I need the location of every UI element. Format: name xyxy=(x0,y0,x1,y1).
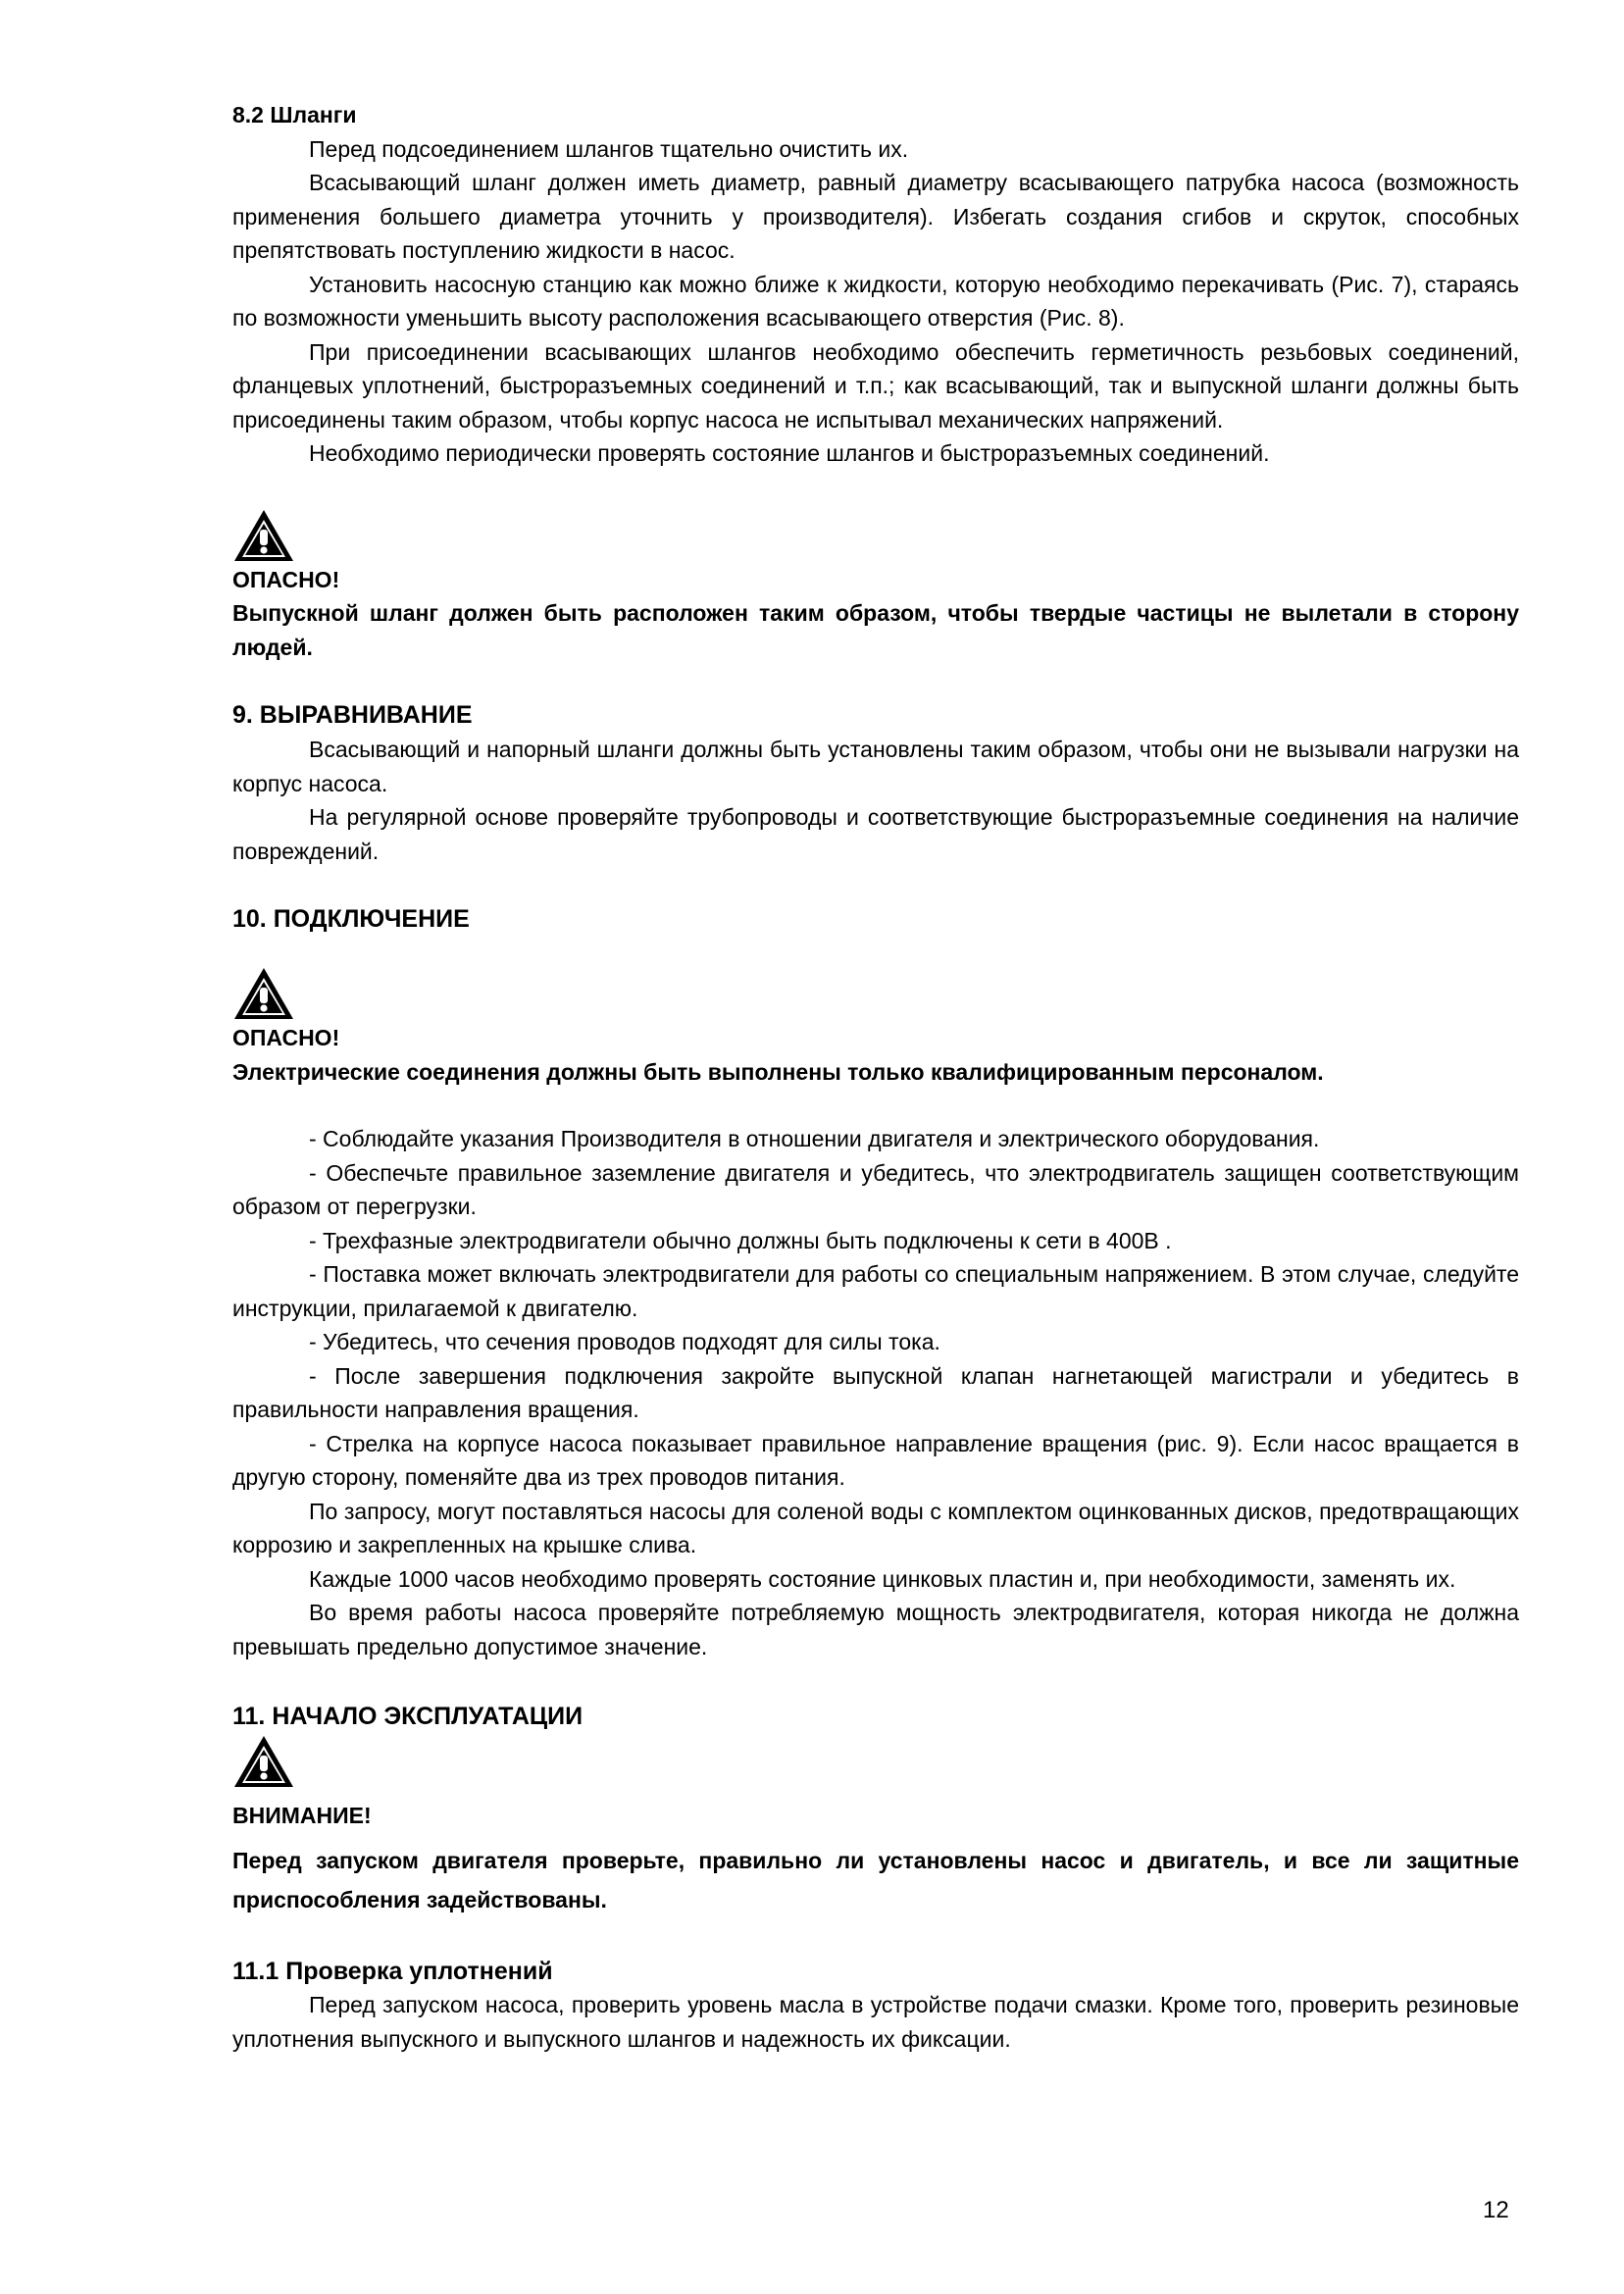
paragraph: Каждые 1000 часов необходимо проверять состояние цинковых пластин и, при необходимости, заменять их. xyxy=(309,1565,1456,1592)
paragraph: При присоединении всасывающих шлангов необходимо обеспечить герметичность резьбовых соединений, фланцевых уплотнений, быстроразъемных соединений и т.п.; как всасывающий, так и выпускной шланги должны быть присоединены таким образом, чтобы корпус насоса не испытывал механических напряжений. xyxy=(232,338,1519,433)
page-number: 12 xyxy=(1483,2197,1509,2223)
paragraph: По запросу, могут поставляться насосы для соленой воды с комплектом оцинкованных дисков, предотвращающих коррозию и закрепленных на крышке слива. xyxy=(232,1498,1519,1557)
warning-text: Выпускной шланг должен быть расположен таким образом, чтобы твердые частицы не вылетали в сторону людей. xyxy=(232,600,1519,660)
paragraph: Во время работы насоса проверяйте потребляемую мощность электродвигателя, которая никогда не должна превышать предельно допустимое значение. xyxy=(232,1600,1519,1659)
warning-label: ВНИМАНИЕ! xyxy=(232,1803,372,1828)
section-8-2-title: 8.2 Шланги xyxy=(232,102,357,127)
warning-triangle-icon xyxy=(232,1734,295,1789)
paragraph: На регулярной основе проверяйте трубопроводы и соответствующие быстроразъемные соединения на наличие повреждений. xyxy=(232,804,1519,864)
section-11-title: 11. НАЧАЛО ЭКСПЛУАТАЦИИ xyxy=(232,1703,584,1730)
paragraph: Всасывающий шланг должен иметь диаметр, равный диаметру всасывающего патрубка насоса (возможность применения большего диаметра уточнить у производителя). Избегать создания сгибов и скруток, способных препятствовать поступлению жидкости в насос. xyxy=(232,170,1519,263)
list-item: - После завершения подключения закройте выпускной клапан нагнетающей магистрали и убедитесь в правильности направления вращения. xyxy=(232,1362,1519,1422)
warning-label: ОПАСНО! xyxy=(232,566,340,592)
section-11-1-title: 11.1 Проверка уплотнений xyxy=(232,1957,553,1985)
section-10-title: 10. ПОДКЛЮЧЕНИЕ xyxy=(232,905,470,933)
warning-triangle-icon xyxy=(232,508,295,563)
warning-label: ОПАСНО! xyxy=(232,1025,340,1050)
list-item: - Стрелка на корпусе насоса показывает правильное направление вращения (рис. 9). Если насос вращается в другую сторону, поменяйте два из трех проводов питания. xyxy=(232,1430,1519,1490)
document-page xyxy=(232,98,1519,2056)
list-item: - Трехфазные электродвигатели обычно должны быть подключены к сети в 400В . xyxy=(309,1227,1172,1253)
list-item: - Обеспечьте правильное заземление двигателя и убедитесь, что электродвигатель защищен соответствующим образом от перегрузки. xyxy=(232,1159,1519,1219)
warning-text: Перед запуском двигателя проверьте, правильно ли установлены насос и двигатель, и все ли защитные приспособления задействованы. xyxy=(232,1847,1519,1912)
list-item: - Убедитесь, что сечения проводов подходят для силы тока. xyxy=(309,1329,940,1354)
paragraph: Перед запуском насоса, проверить уровень масла в устройстве подачи смазки. Кроме того, проверить резиновые уплотнения выпускного и выпускного шлангов и надежность их фиксации. xyxy=(232,1992,1519,2052)
warning-text: Электрические соединения должны быть выполнены только квалифицированным персоналом. xyxy=(232,1058,1324,1085)
paragraph: Перед подсоединением шлангов тщательно очистить их. xyxy=(309,135,909,162)
list-item: - Соблюдайте указания Производителя в отношении двигателя и электрического оборудования. xyxy=(309,1126,1320,1151)
paragraph: Установить насосную станцию как можно ближе к жидкости, которую необходимо перекачивать (Рис. 7), стараясь по возможности уменьшить высоту расположения всасывающего отверстия (Рис. 8). xyxy=(232,271,1519,331)
list-item: - Поставка может включать электродвигатели для работы со специальным напряжением. В этом случае, следуйте инструкции, прилагаемой к двигателю. xyxy=(232,1261,1519,1321)
warning-triangle-icon xyxy=(232,966,295,1021)
section-9-title: 9. ВЫРАВНИВАНИЕ xyxy=(232,701,473,729)
paragraph: Необходимо периодически проверять состояние шлангов и быстроразъемных соединений. xyxy=(309,440,1270,466)
paragraph: Всасывающий и напорный шланги должны быть установлены таким образом, чтобы они не вызывали нагрузки на корпус насоса. xyxy=(232,737,1519,796)
